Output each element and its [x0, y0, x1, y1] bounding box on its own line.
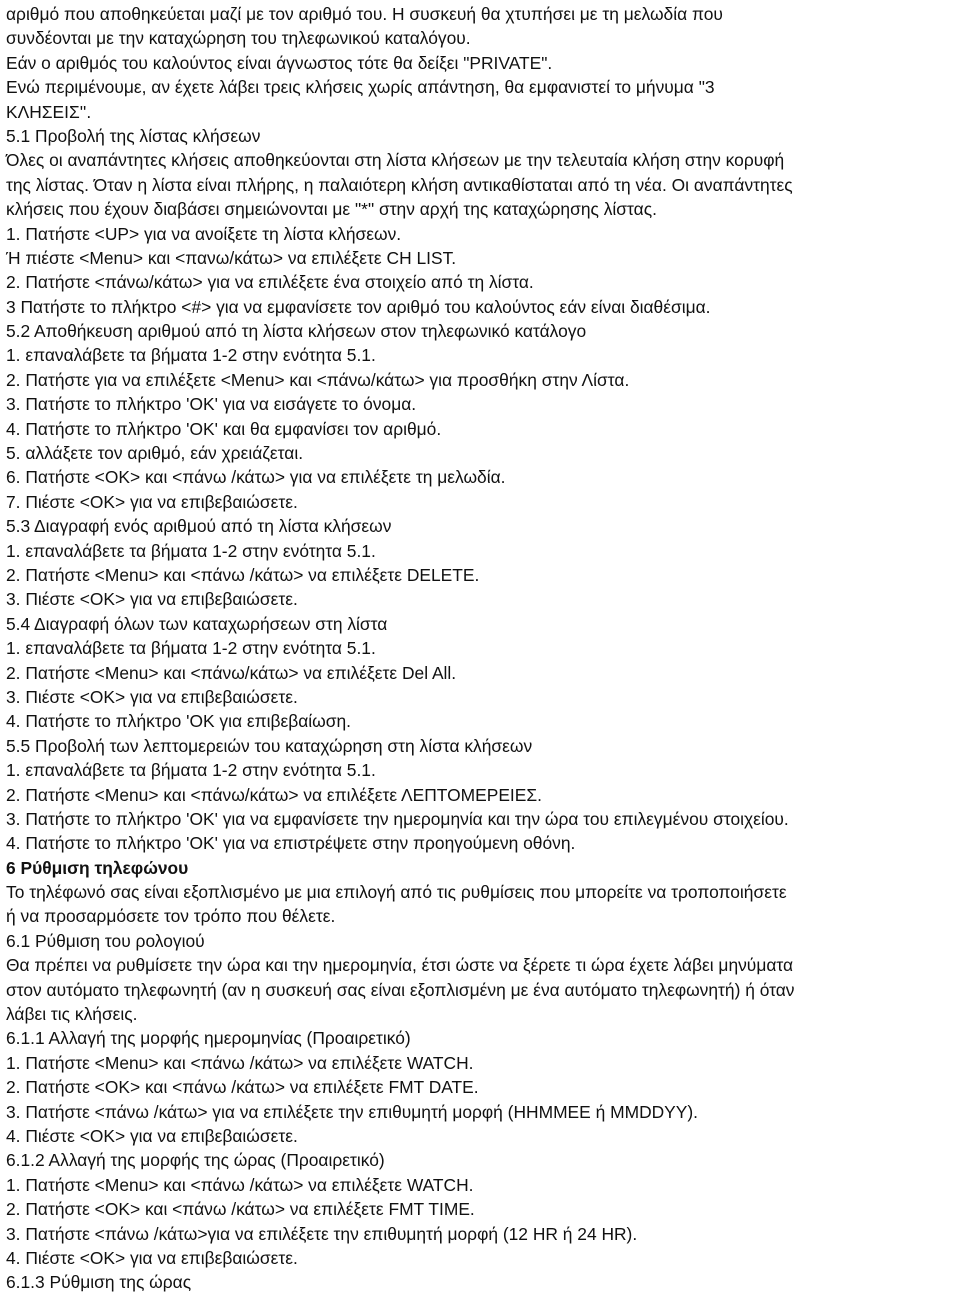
text-line: 6. Πατήστε <OK> και <πάνω /κάτω> για να επιλέξετε τη μελωδία.	[6, 467, 506, 488]
text-line: 1. Πατήστε <Menu> και <πάνω /κάτω> να επιλέξετε WATCH.	[6, 1174, 474, 1195]
text-line: 3. Πατήστε <πάνω /κάτω> για να επιλέξετε την επιθυμητή μορφή (HHMMEE ή MMDDYY).	[6, 1101, 699, 1122]
text-line: 4. Πιέστε <OK> για να επιβεβαιώσετε.	[6, 1247, 298, 1268]
text-line: 1. Πατήστε <Menu> και <πάνω /κάτω> να επιλέξετε WATCH.	[6, 1052, 474, 1073]
text-line: ΚΛΗΣΕΙΣ''.	[6, 101, 92, 122]
text-line: Όλες οι αναπάντητες κλήσεις αποθηκεύονται στη λίστα κλήσεων με την τελευταία κλήση στην κορυφή	[6, 150, 785, 171]
text-line: 3. Πιέστε <OK> για να επιβεβαιώσετε.	[6, 589, 298, 610]
text-line: 2. Πατήστε <OK> και <πάνω /κάτω> να επιλέξετε FMT TIME.	[6, 1199, 475, 1220]
text-line: Ενώ περιμένουμε, αν έχετε λάβει τρεις κλήσεις χωρίς απάντηση, θα εμφανιστεί το μήνυμα "3	[6, 77, 715, 98]
text-line: 1. επαναλάβετε τα βήματα 1-2 στην ενότητα 5.1.	[6, 540, 376, 561]
text-line: Εάν ο αριθμός του καλούντος είναι άγνωστος τότε θα δείξει "PRIVATE".	[6, 52, 553, 73]
text-line: 6.1.3 Ρύθμιση της ώρας	[6, 1272, 192, 1293]
text-line: 4. Πατήστε το πλήκτρο 'OK για επιβεβαίωση.	[6, 711, 351, 732]
text-line: αριθμό που αποθηκεύεται μαζί με τον αριθμό του. Η συσκευή θα χτυπήσει με τη μελωδία που	[6, 4, 723, 24]
text-line: 2. Πατήστε για να επιλέξετε <Menu> και <πάνω/κάτω> για προσθήκη στην Λίστα.	[6, 369, 630, 390]
text-line: συνδέονται με την καταχώρηση του τηλεφωνικού καταλόγου.	[6, 28, 471, 49]
text-line: 4. Πιέστε <OK> για να επιβεβαιώσετε.	[6, 1125, 298, 1146]
text-line: 4. Πατήστε το πλήκτρο 'OK' για να επιστρέψετε στην προηγούμενη οθόνη.	[6, 833, 576, 854]
text-line: 1. Πατήστε <UP> για να ανοίξετε τη λίστα κλήσεων.	[6, 223, 402, 244]
text-line: 6.1.1 Αλλαγή της μορφής ημερομηνίας (Προαιρετικό)	[6, 1028, 411, 1049]
text-line: 5.3 Διαγραφή ενός αριθμού από τη λίστα κλήσεων	[6, 516, 392, 537]
text-line: 6.1 Ρύθμιση του ρολογιού	[6, 930, 205, 951]
text-line: 2. Πατήστε <Menu> και <πάνω /κάτω> να επιλέξετε DELETE.	[6, 564, 480, 585]
text-line: 5.5 Προβολή των λεπτομερειών του καταχώρηση στη λίστα κλήσεων	[6, 735, 533, 756]
text-line: κλήσεις που έχουν διαβάσει σημειώνονται με "*" στην αρχή της καταχώρησης λίστας.	[6, 199, 657, 220]
text-line: 2. Πατήστε <OK> και <πάνω /κάτω> να επιλέξετε FMT DATE.	[6, 1077, 479, 1098]
text-line: 3. Πατήστε το πλήκτρο 'OK' για να εμφανίσετε την ημερομηνία και την ώρα του επιλεγμένου στοιχείου.	[6, 808, 789, 829]
text-line: 3 Πατήστε το πλήκτρο <#> για να εμφανίσετε τον αριθμό του καλούντος εάν είναι διαθέσιμα.	[6, 296, 711, 317]
text-line: 2. Πατήστε <πάνω/κάτω> για να επιλέξετε ένα στοιχείο από τη λίστα.	[6, 272, 534, 293]
text-line: Ή πιέστε <Menu> και <πανω/κάτω> να επιλέξετε CH LIST.	[6, 247, 457, 268]
text-line: λάβει τις κλήσεις.	[6, 1004, 138, 1025]
text-line: 1. επαναλάβετε τα βήματα 1-2 στην ενότητα 5.1.	[6, 638, 376, 659]
text-line: της λίστας. Όταν η λίστα είναι πλήρης, η παλαιότερη κλήση αντικαθίσταται από τη νέα. Οι αναπάντητες	[6, 174, 793, 195]
text-line: 6.1.2 Αλλαγή της μορφής της ώρας (Προαιρετικό)	[6, 1150, 385, 1171]
text-line: Το τηλέφωνό σας είναι εξοπλισμένο με μια επιλογή από τις ρυθμίσεις που μπορείτε να τροποποιήσετε	[6, 882, 787, 903]
text-line: 3. Πατήστε το πλήκτρο 'OK' για να εισάγετε το όνομα.	[6, 394, 417, 415]
text-line: 1. επαναλάβετε τα βήματα 1-2 στην ενότητα 5.1.	[6, 760, 376, 781]
text-line: 3. Πιέστε <OK> για να επιβεβαιώσετε.	[6, 686, 298, 707]
text-line: 5. αλλάξετε τον αριθμό, εάν χρειάζεται.	[6, 443, 304, 464]
text-line: στον αυτόματο τηλεφωνητή (αν η συσκευή σας είναι εξοπλισμένη με ένα αυτόματο τηλεφωνητή) ή όταν	[6, 979, 795, 1000]
text-line: 7. Πιέστε <OK> για να επιβεβαιώσετε.	[6, 491, 298, 512]
text-line: 2. Πατήστε <Menu> και <πάνω/κάτω> να επιλέξετε Del All.	[6, 662, 457, 683]
text-line: 2. Πατήστε <Menu> και <πάνω/κάτω> να επιλέξετε ΛΕΠΤΟΜΕΡΕΙΕΣ.	[6, 784, 542, 805]
text-line: 4. Πατήστε το πλήκτρο 'OK' και θα εμφανίσει τον αριθμό.	[6, 418, 442, 439]
text-line: ή να προσαρμόσετε τον τρόπο που θέλετε.	[6, 906, 336, 927]
section-heading: 6 Ρύθμιση τηλεφώνου	[6, 857, 189, 878]
text-line: 5.2 Αποθήκευση αριθμού από τη λίστα κλήσεων στον τηλεφωνικό κατάλογο	[6, 321, 587, 342]
text-line: 3. Πατήστε <πάνω /κάτω>για να επιλέξετε την επιθυμητή μορφή (12 HR ή 24 HR).	[6, 1223, 638, 1244]
text-line: Θα πρέπει να ρυθμίσετε την ώρα και την ημερομηνία, έτσι ώστε να ξέρετε τι ώρα έχετε λάβει μηνύματα	[6, 955, 794, 976]
text-line: 1. επαναλάβετε τα βήματα 1-2 στην ενότητα 5.1.	[6, 345, 376, 366]
text-line: 5.4 Διαγραφή όλων των καταχωρήσεων στη λίστα	[6, 613, 388, 634]
text-line: 5.1 Προβολή της λίστας κλήσεων	[6, 125, 261, 146]
